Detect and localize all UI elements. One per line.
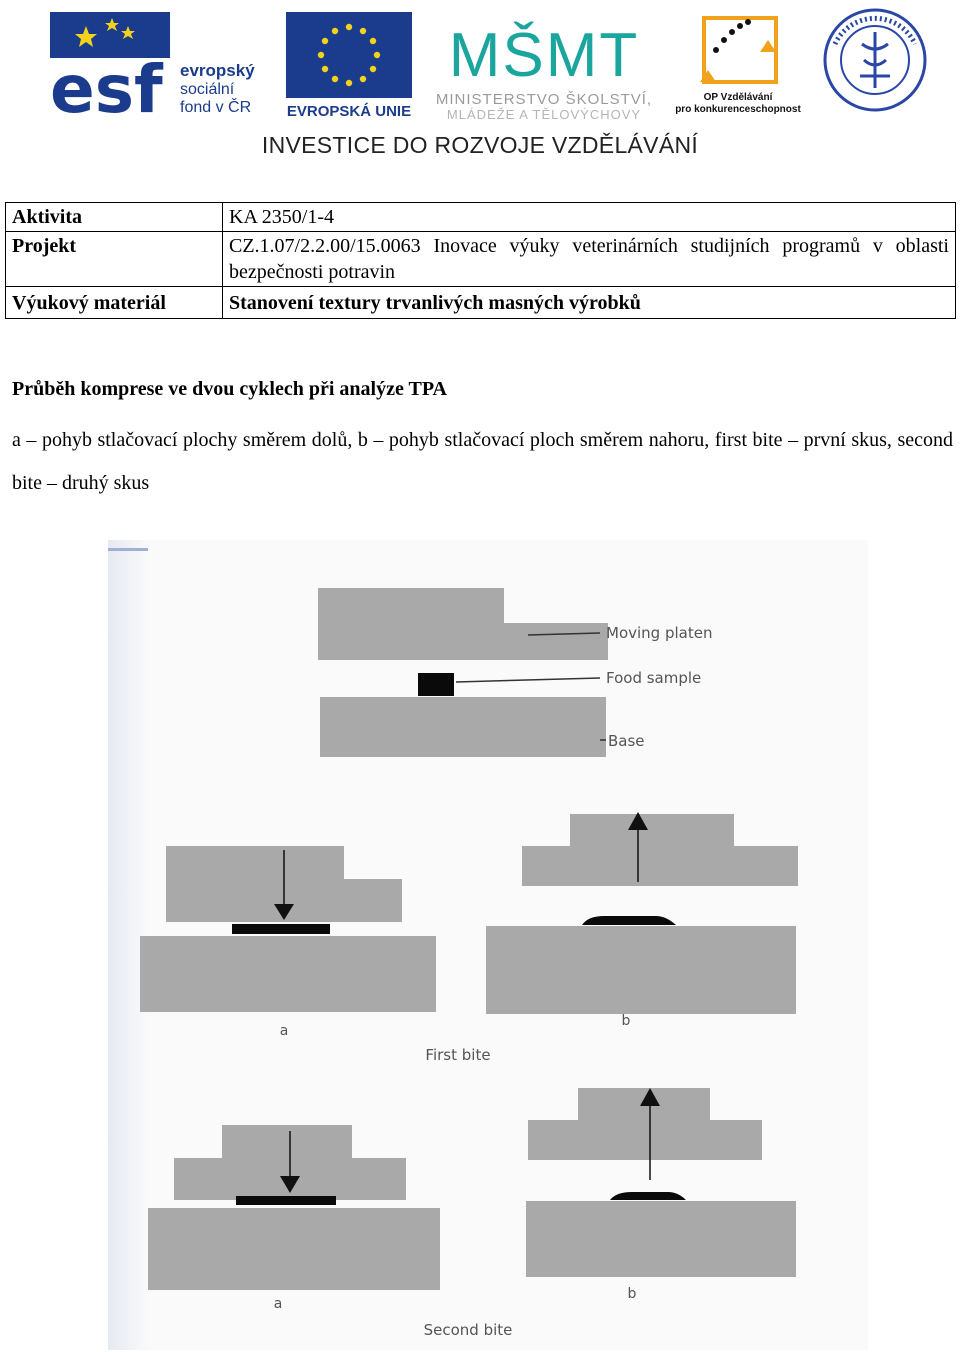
second-bite-a-label: a	[273, 1296, 283, 1312]
section-heading: Průběh komprese ve dvou cyklech při analýze TPA	[12, 378, 447, 400]
svg-text:evropský: evropský	[180, 61, 255, 80]
setup-diagram	[318, 588, 712, 757]
tagline: INVESTICE DO ROZVOJE VZDĚLÁVÁNÍ	[261, 132, 699, 158]
svg-text:OP Vzdělávání: OP Vzdělávání	[703, 92, 773, 103]
projekt-row	[6, 232, 956, 287]
base-plate	[486, 926, 796, 1014]
base-plate	[320, 697, 606, 757]
info-table	[5, 202, 956, 319]
svg-text:fond v ČR: fond v ČR	[180, 99, 252, 116]
compressed-sample	[236, 1196, 336, 1205]
material-value: Stanovení textury trvanlivých masných výrobků	[223, 287, 956, 319]
aktivita-row	[6, 203, 956, 232]
aktivita-label: Aktivita	[6, 203, 223, 232]
esf-mark: esf	[50, 51, 163, 120]
second-bite-b-diagram	[526, 1088, 796, 1302]
food-sample-label: Food sample	[606, 669, 702, 687]
header-logos	[0, 0, 960, 125]
eu-flag-logo	[284, 10, 416, 125]
projekt-label: Projekt	[6, 232, 223, 287]
first-bite-a-diagram	[140, 846, 436, 1039]
base-plate	[140, 936, 436, 1012]
university-seal-icon	[820, 4, 930, 121]
svg-text:pro konkurenceschopnost: pro konkurenceschopnost	[675, 104, 801, 115]
first-bite-a-label: a	[279, 1023, 289, 1039]
aktivita-value: KA 2350/1-4	[223, 203, 956, 232]
svg-text:MŠMT: MŠMT	[448, 21, 640, 90]
figure-description: a – pohyb stlačovací plochy směrem dolů, b – pohyb stlačovací ploch směrem nahoru, first bite – první skus, second bite – druhý skus	[12, 429, 953, 494]
svg-text:MINISTERSTVO ŠKOLSTVÍ,: MINISTERSTVO ŠKOLSTVÍ,	[435, 91, 653, 108]
base-plate	[148, 1208, 440, 1290]
msmt-logo	[428, 8, 660, 125]
food-sample	[418, 673, 454, 696]
base-label: Base	[608, 732, 645, 750]
platen	[522, 814, 798, 886]
esf-logo	[50, 12, 270, 125]
first-bite-b-label: b	[621, 1013, 631, 1029]
second-bite-caption: Second bite	[423, 1321, 513, 1339]
second-bite-a-diagram	[148, 1125, 440, 1312]
op-vzdelavani-logo	[664, 10, 812, 123]
projekt-value: CZ.1.07/2.2.00/15.0063 Inovace výuky veterinárních studijních programů v oblasti bezpečnosti potravin	[223, 232, 956, 287]
svg-text:MLÁDEŽE A TĚLOVÝCHOVY: MLÁDEŽE A TĚLOVÝCHOVY	[446, 107, 642, 120]
moving-platen-label: Moving platen	[606, 624, 713, 642]
material-row	[6, 287, 956, 319]
svg-text:sociální: sociální	[180, 81, 235, 98]
material-label: Výukový materiál	[6, 287, 223, 319]
base-plate	[526, 1201, 796, 1277]
moving-platen	[318, 588, 608, 660]
second-bite-b-label: b	[627, 1286, 637, 1302]
tpa-figure	[108, 540, 868, 1350]
first-bite-b-diagram	[486, 812, 798, 1029]
compressed-sample	[610, 1192, 686, 1200]
svg-text:EVROPSKÁ UNIE: EVROPSKÁ UNIE	[286, 103, 412, 120]
compressed-sample	[582, 916, 676, 925]
first-bite-caption: First bite	[425, 1046, 491, 1064]
compressed-sample	[232, 924, 330, 934]
